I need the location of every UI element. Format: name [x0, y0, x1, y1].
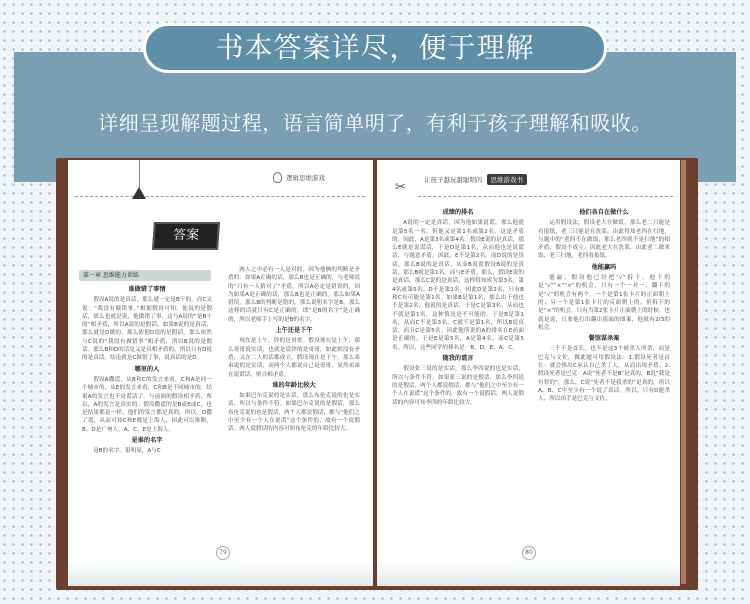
section-body: 两人之中必有一人是对的，因为他俩的判断是矛盾的：如果A正确的话，那么B也是正确的，与老师说的“只有一人猜对了”矛盾，所以A必定是错误的，因为如果A是正确的话，那么B也是正确的。那么如果A错误，那么B的判断是错的，那么说明名字是B，那么这样的话就只有C是正确的，即“是B的名字”是正确的，所以老师手上写的是B的名字。	[228, 267, 360, 323]
right-page-number: 80	[522, 546, 536, 560]
right-column-2	[538, 206, 670, 544]
right-column-1	[392, 206, 524, 544]
answer-title: 答案	[152, 222, 220, 250]
left-page-bottom-decoration	[68, 560, 373, 586]
left-header-label: 逻辑思维游戏	[286, 174, 325, 182]
left-column-2	[228, 266, 360, 553]
section-body: A说的一定是真话，因为他如果说谎，那么他就是第5名一名，但他又是第1名或第2名，这是矛盾的。因此，A是第3名或第4名。假设E说的是真话，那么E就是说谎话，于是D是第1名，从而他也是说谎话，与题意矛盾。因此，E不是第2名。而D说的是真话，那么B说的是真话，从而B说谎假设B说的是真话，那么B就是第1名，而与E矛盾。那么，假设E说的是真话，那么C说的是真话，这样得知成为第3名，第4名或第5名。D不是第1名，因此D是第2名，只有B和C有可能是第1名。如果B是第1名，那么由于他也不是第2名，他说的是真话，于是C是第3名，从而也不就是第1名。这种情况是不可能的。于是B是第1名，从而C不是第3名，C就不是第1名，所以B说真话，而且C是第5名。因此他所说的A的排名在E前面是正确的。于是E是第5名，A是第4名，而C是第5名。所以，这些同学的排名是：B、D、E、A、C。	[392, 220, 524, 351]
banner-title: 书本答案详尽，便于理解	[143, 23, 607, 73]
section-heading: 上午还是下午	[275, 327, 313, 335]
section-heading: 谁的年龄比较大	[272, 381, 316, 389]
section-body: 假设A撒谎，从B和C的发言来看，C和A是同一个城市的，从E的发言来看，C和B是不同城市的，结果A的发言也不是谎话了。与前面的假设相矛盾，所以，A的发言是真实的。假设撒谎的是B或E或C，也是结果都是一样，他们的发言都是真的。所以，D撒了谎，从而可知C和E都是上海人，因此可以推断，B、D是广州人，A、C、E是上海人。	[82, 376, 212, 433]
hanging-lamp-icon	[130, 186, 148, 200]
section-body: 假设A说的是真话，那么就一定是B干的，而C又说：“我没有做错事。”根据假设可知，他说的是假话，那么也就是说，他做错了事，这与A说的“是B干的”相矛盾，所以A说的是假话。如果B说的是真话，那么就是D做的，那么依据D说的是假话，那么依然与C说的“我没有做错事”相矛盾，所以B说的是假话。那么B和D的话是又是真相矛盾的，所以只有D说的是真话。结论就是C做错了事，说真话的是D。	[82, 297, 212, 362]
section-heading: 谁做错了事情	[128, 286, 166, 293]
left-page-header	[273, 172, 325, 183]
right-page-header	[424, 174, 527, 185]
section-body: 假设张三说的是实话，那么李四说的也是实话，所以与条件不符。如果张三说的是假话，那么李四说的是假话，两个人都说假话，都与“他们之中至少有一个人在说谎”这个条件的，故有一个说假话。两人说假话的内容可知李四的年龄比较大。	[392, 366, 524, 406]
right-header-tag: 思维游戏书	[487, 174, 528, 185]
banner-subtitle: 详细呈现解题过程，语言简单明了，有利于孩子理解和吸收。	[98, 111, 652, 135]
section-heading: 他能赢吗	[591, 263, 617, 271]
section-heading: 是谁的名字	[131, 437, 163, 445]
right-header-prefix: 让孩子越玩越聪明的	[424, 176, 483, 184]
section-heading: 他们各自在做什么	[579, 209, 629, 216]
section-heading: 餐馆谋杀案	[588, 335, 620, 343]
section-body: 如果巴尔克说的是实话，那么布伦克说的也是实话，所以与条件不符。如果巴尔克说的是假话，那么布伦克说的也是假话，两个人都说假话，都与“他们之中至少有一个人在说谎”这个条件的，故有一个说假话。两人说假话的内容可知布伦克的年龄比较大。	[228, 393, 360, 433]
scissors-icon: ✂	[395, 180, 406, 195]
right-header-divider	[418, 196, 673, 197]
section-body: 现在是上午，锌的是哥哥。假设现在是上午，那么哥哥说实话，也就是说锌的是哥哥，如此则没有矛盾，又在二人的话都成立。假设现在是下午，那么弟弟说的是实话，而两个人都说自己是哥哥，显然弟弟在说谎话，则自相矛盾。	[228, 338, 360, 378]
section-body: 运用假设法，假设老大在做饭，那么老二只能是看报纸，老三只能是在洗菜，由此得知老四在扫地，与题中的“老四不在做饭，那么老四就不是扫地”的相矛盾，假设不成立。因此老大在洗菜，由此老二做米饭，老三扫地，老四看报纸。	[538, 220, 670, 260]
section-heading: 随我的谎言	[442, 355, 474, 363]
left-page-number: 79	[216, 546, 230, 560]
lamp-cord	[139, 160, 140, 188]
book-right-edge	[681, 160, 686, 584]
light-bulb-icon	[273, 172, 282, 183]
right-page-bottom-decoration	[377, 560, 680, 586]
left-header-divider	[75, 196, 365, 197]
section-body: 是B的名字。很明显，A与C	[93, 448, 161, 455]
section-heading: 成绩的排名	[442, 209, 474, 216]
section-body: 三个不是首长，也不是这3个被杀人所杀，而是巴克与文佐。做此题可用假设法：1.假设死者是首长：就会推出C承认自己杀了人，从而出现矛盾。2.假设死者是巴克：A说“死者不是B”是真的，B说“我是有罪的”，那么，C说“死者不是我杀的”是真的，所以A、B、C中至少有一个说了真话。所以，只有D能杀人，所以凶手是巴克与文佐。	[538, 346, 670, 403]
left-column-1	[82, 283, 212, 553]
section-heading: 哪里的人	[134, 365, 160, 373]
chapter-label: 第一章 思维能力训练	[79, 270, 211, 281]
section-body: 能赢。假设他已经把“√”拆下，他下的是“√”“×”“×”的机会，只有一个一对一，翻下的是“√”的机会有两个。一个是第1张卡片的正面朝上的；另一个是第1张卡片的反面朝上的。但拆下的是“×”的机会，只有当第2张卡片正面朝上的时候。也就是说，只要他打出翻出那面的图案，他就有2/3的机会。	[538, 275, 670, 331]
